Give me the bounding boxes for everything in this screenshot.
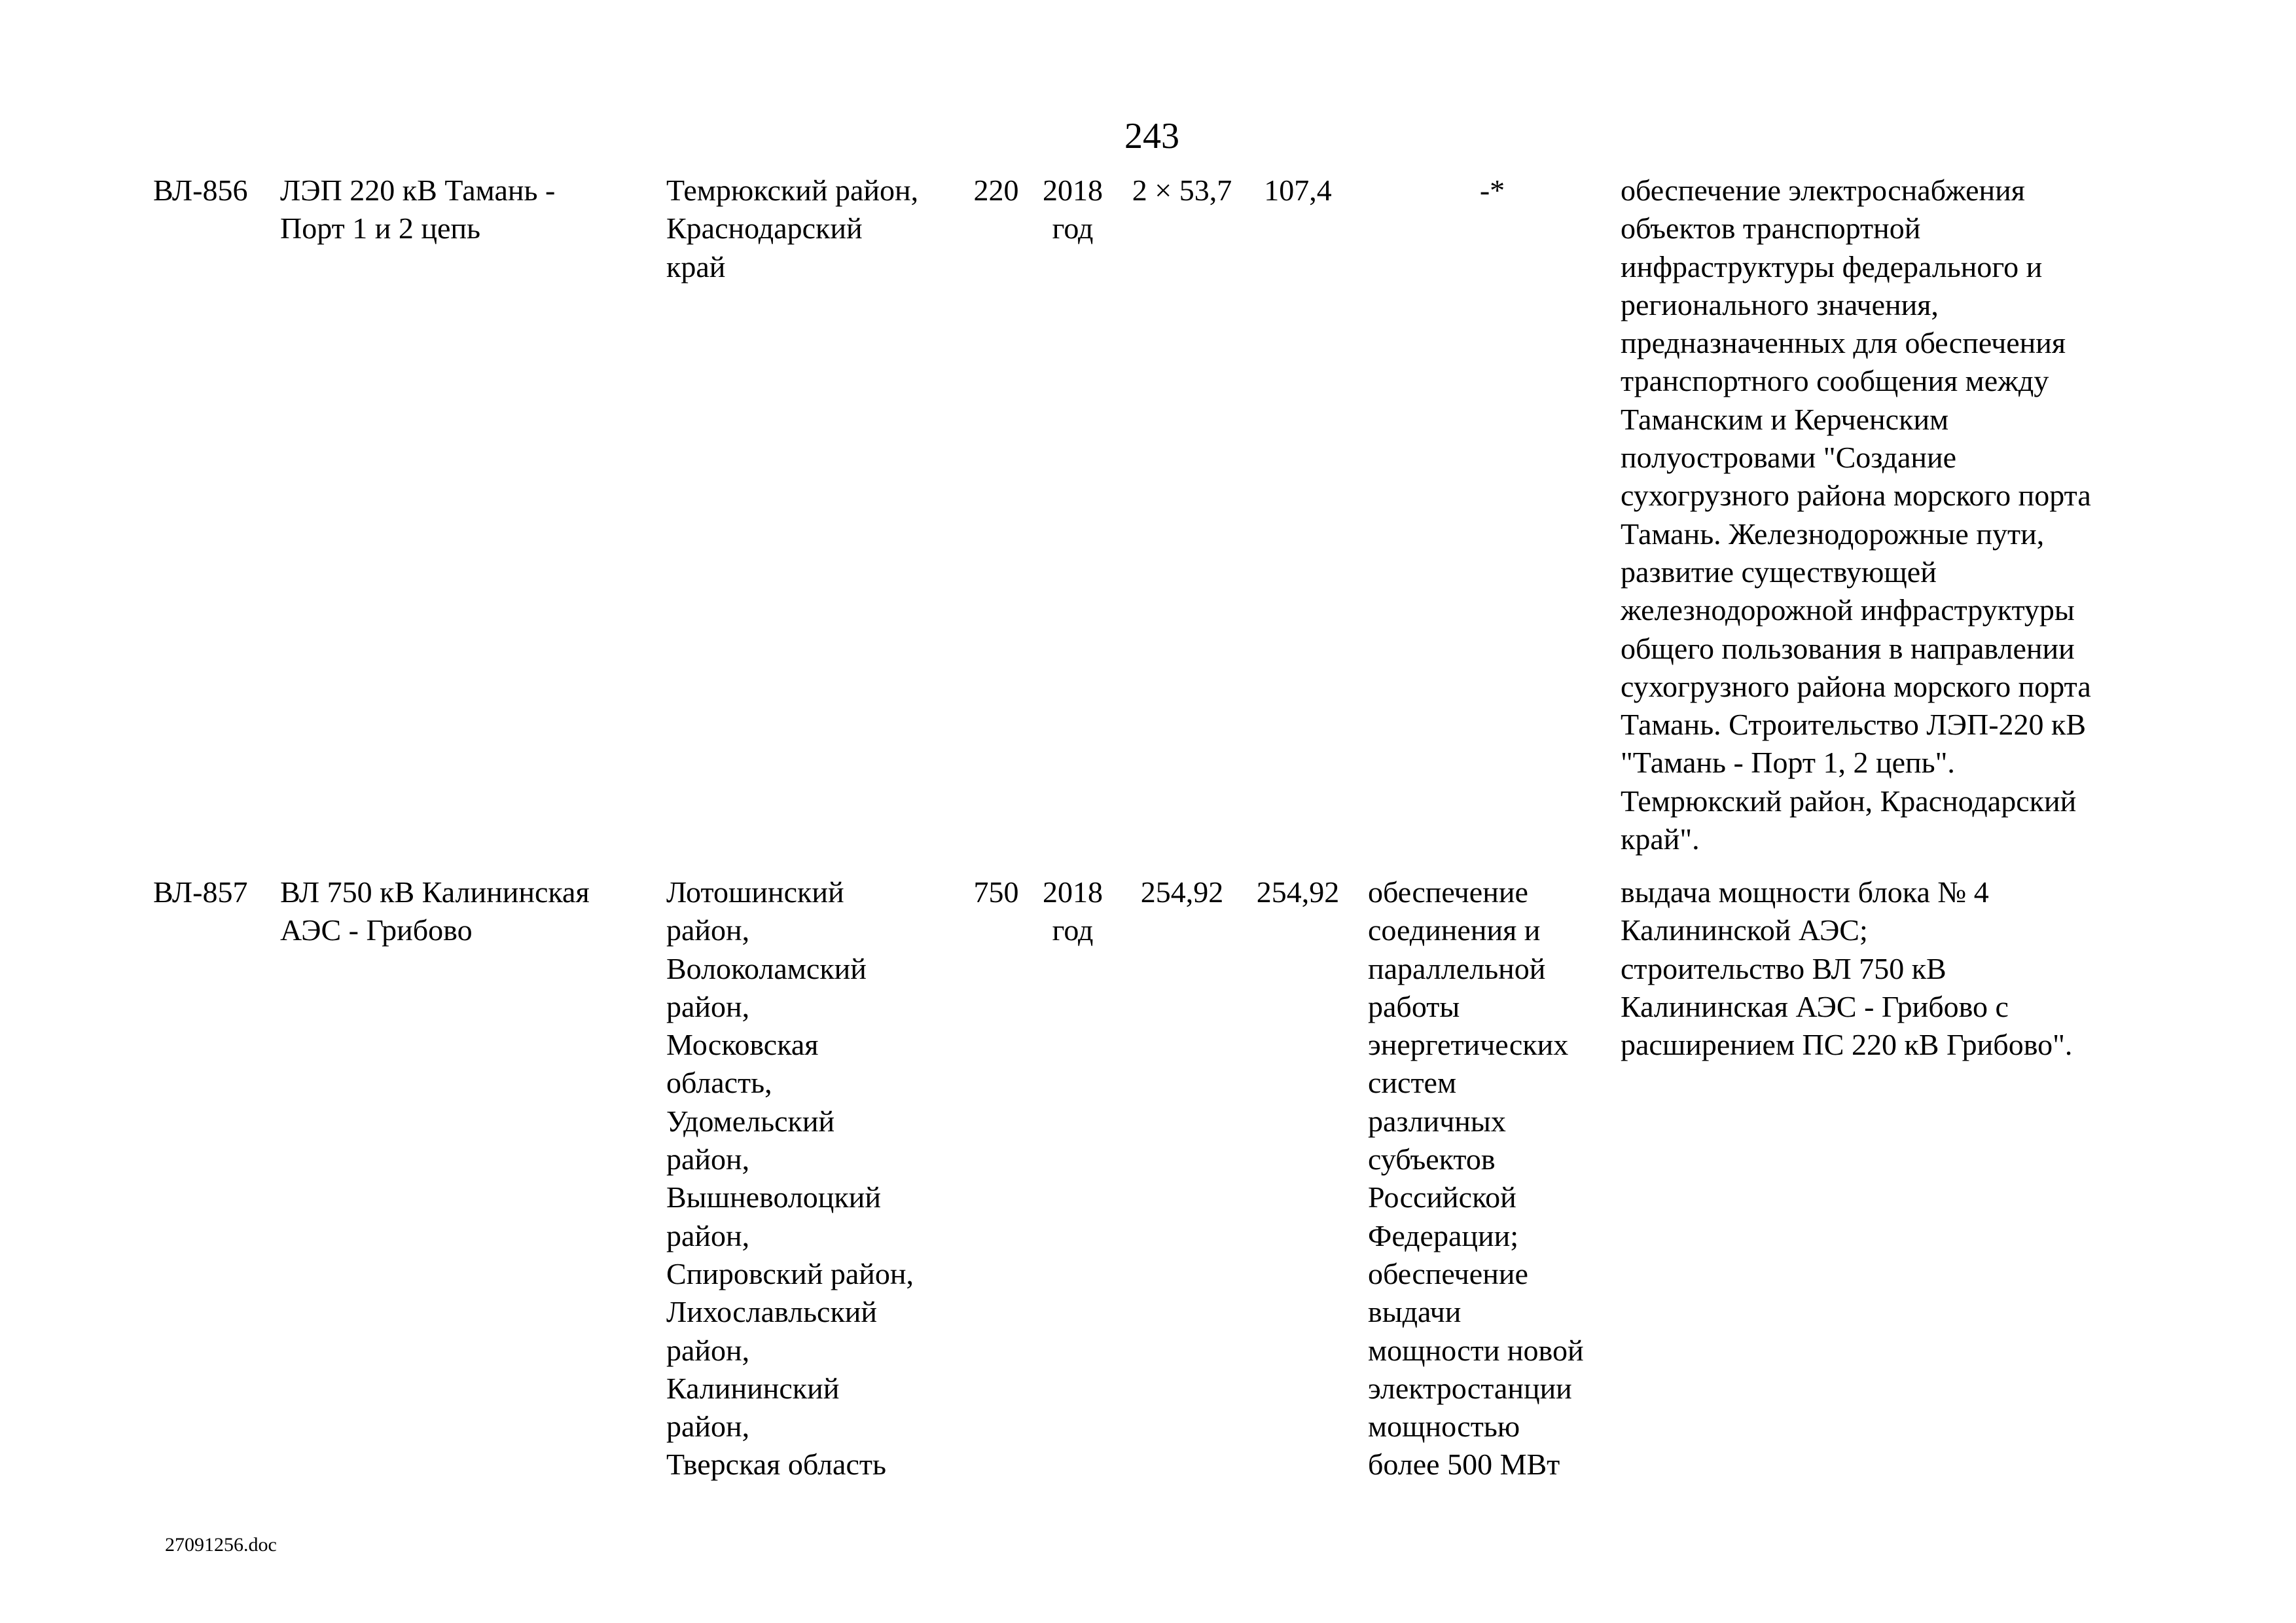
row-year: 2018 год xyxy=(1043,173,1103,246)
row-total-length: 254,92 xyxy=(1256,875,1340,909)
row-purpose: -* xyxy=(1479,173,1505,207)
row-voltage: 220 xyxy=(973,173,1019,207)
row-object-name: ЛЭП 220 кВ Тамань - Порт 1 и 2 цепь xyxy=(280,173,556,246)
row-voltage: 750 xyxy=(973,875,1019,909)
row-length: 2 × 53,7 xyxy=(1132,173,1232,207)
row-total-length: 107,4 xyxy=(1264,173,1332,207)
row-goal: выдача мощности блока № 4 Калининской АЭС; строительство ВЛ 750 кВ Калининская АЭС - Грибово с расширением ПС 220 кВ Грибово". xyxy=(1621,875,2073,1062)
document-filename: 27091256.doc xyxy=(165,1534,277,1556)
row-goal: обеспечение электроснабжения объектов транспортной инфраструктуры федерального и регионального значения, предназначенных для обеспечения транспортного сообщения между Таманским и Керченским полуостровами "Создание сухогрузного района морского порта Тамань. Железнодорожные пути, развитие существующей железнодорожной инфраструктуры общего пользования в направлении сухогрузного района морского порта Тамань. Строительство ЛЭП-220 кВ "Тамань - Порт 1, 2 цепь". Темрюкский район, Краснодарский край". xyxy=(1621,173,2091,856)
row-code: ВЛ-857 xyxy=(153,875,248,909)
row-object-name: ВЛ 750 кВ Калининская АЭС - Грибово xyxy=(280,875,590,947)
page-number: 243 xyxy=(1124,116,1179,156)
row-location: Лотошинский район, Волоколамский район, Московская область, Удомельский район, Вышневолоцкий район, Спировский район, Лихославльский район, Калининский район, Тверская область xyxy=(666,875,914,1482)
row-code: ВЛ-856 xyxy=(153,173,248,207)
row-location: Темрюкский район, Краснодарский край xyxy=(666,173,919,283)
row-length: 254,92 xyxy=(1140,875,1224,909)
row-year: 2018 год xyxy=(1043,875,1103,947)
row-purpose: обеспечение соединения и параллельной работы энергетических систем различных субъектов Российской Федерации; обеспечение выдачи мощности новой электростанции мощностью более 500 МВт xyxy=(1368,875,1584,1482)
